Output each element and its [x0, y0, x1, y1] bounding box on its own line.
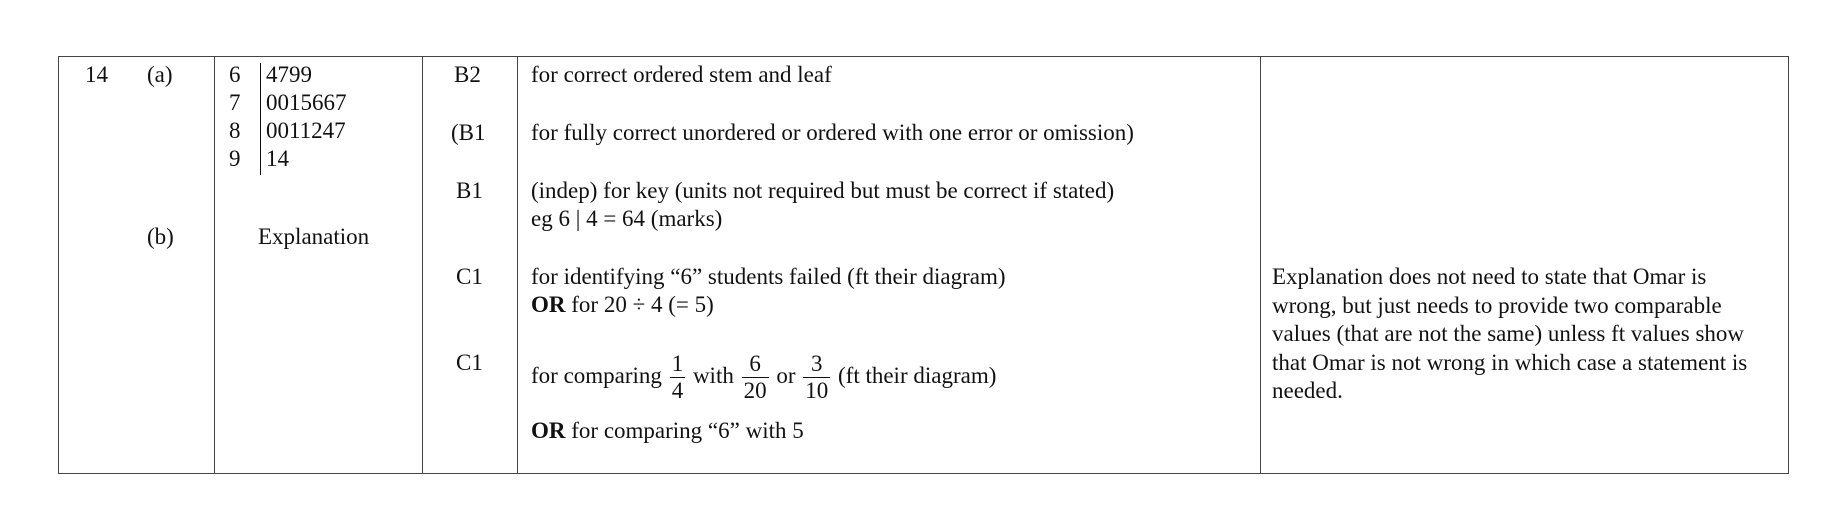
column-divider: [1260, 57, 1261, 473]
fraction-numerator: 3: [803, 351, 830, 378]
fraction-numerator: 6: [742, 351, 769, 378]
part-a-label: (a): [147, 62, 173, 87]
fraction-numerator: 1: [671, 351, 684, 376]
fraction: [803, 351, 830, 404]
mark-scheme-table: [58, 56, 1789, 474]
mark-code: B1: [456, 178, 483, 203]
leaf-values: 4799: [266, 62, 312, 87]
comparison-suffix: (ft their diagram): [832, 362, 997, 388]
mark-note-alternative: [531, 291, 714, 319]
answer-explanation: Explanation: [258, 224, 370, 249]
fraction-denominator: 20: [743, 378, 767, 403]
mark-note-comparison: [531, 351, 996, 404]
comparison-with: with: [687, 362, 740, 388]
fraction: [670, 351, 686, 404]
column-divider: [422, 57, 423, 473]
mark-note: (indep) for key (units not required but must be correct if stated): [531, 178, 1115, 203]
guidance-text: Explanation does not need to state that Omar is wrong, but just needs to provide two comparable values (that are not the same) unless ft values show that Omar is not wrong in which case a statement is needed.: [1272, 264, 1748, 403]
fraction-denominator: 10: [805, 378, 829, 403]
comparison-or: or: [770, 362, 802, 388]
question-number: 14: [85, 62, 108, 87]
mark-note: for identifying “6” students failed (ft their diagram): [531, 264, 1006, 289]
mark-code: (B1: [451, 120, 486, 145]
stem-value: 8: [229, 118, 241, 143]
alternative-text: for 20 ÷ 4 (= 5): [565, 292, 714, 317]
stem-value: 7: [229, 90, 241, 115]
fraction-denominator: 4: [671, 378, 684, 403]
leaf-values: 0015667: [266, 90, 347, 115]
mark-code: B2: [454, 62, 481, 87]
key-example: eg 6 | 4 = 64 (marks): [531, 206, 723, 231]
leaf-values: 0011247: [266, 118, 346, 143]
stem-leaf-divider: [260, 63, 261, 175]
mark-note: for fully correct unordered or ordered with one error or omission): [531, 120, 1134, 145]
stem-value: 9: [229, 146, 241, 171]
fraction: [742, 351, 769, 404]
comparison-prefix: for comparing: [531, 362, 668, 388]
alternative-text: for comparing “6” with 5: [565, 418, 804, 443]
mark-note: for correct ordered stem and leaf: [531, 62, 832, 87]
column-divider: [214, 57, 215, 473]
leaf-values: 14: [266, 146, 289, 171]
mark-code: C1: [456, 264, 483, 289]
mark-code: C1: [456, 350, 483, 375]
mark-note-alternative: [531, 417, 804, 445]
column-divider: [517, 57, 518, 473]
stem-value: 6: [229, 62, 241, 87]
or-label: OR: [531, 292, 566, 317]
or-label: OR: [531, 418, 566, 443]
part-b-label: (b): [147, 224, 174, 249]
